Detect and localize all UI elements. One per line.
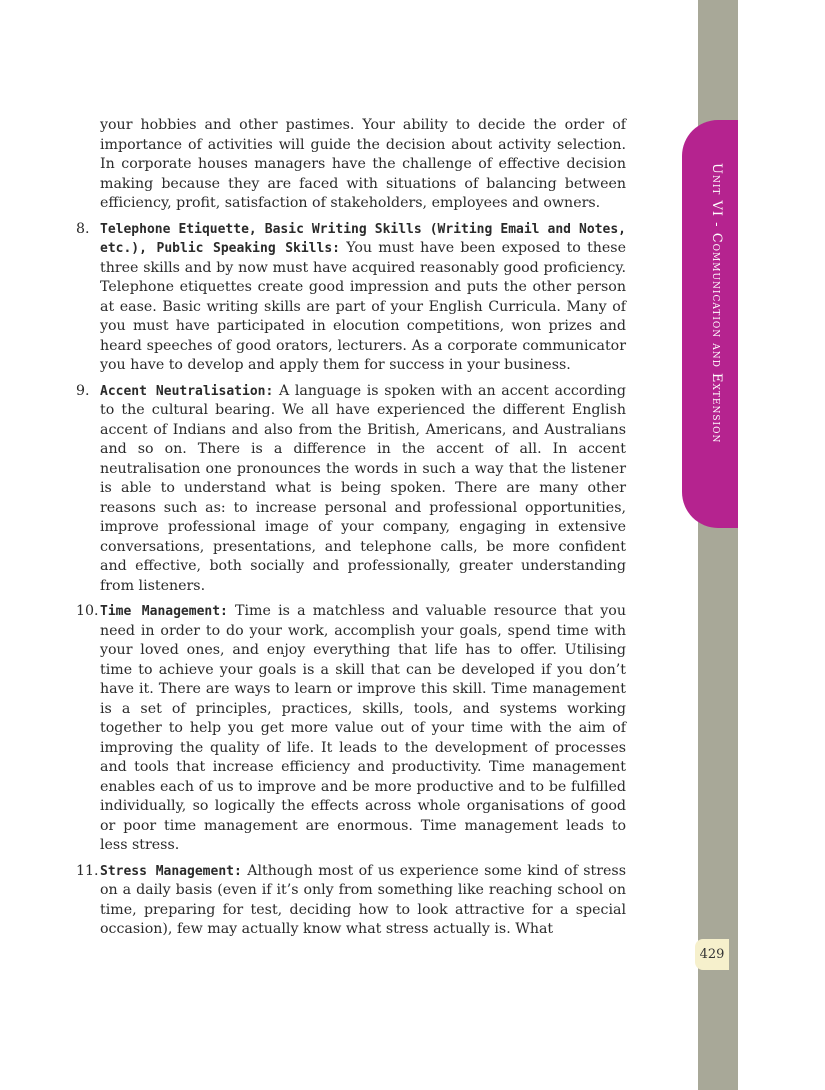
list-item-11 xyxy=(76,862,626,940)
page-number: 429 xyxy=(695,939,729,970)
page-content xyxy=(76,116,626,946)
item-heading: Stress Management: xyxy=(100,863,242,879)
item-text: Although most of us experience some kind of stress on a daily basis (even if it’s only from something like reaching school on time, preparing for test, deciding how to look attractive for a special occasion), few may actually know what stress actually is. What xyxy=(100,862,626,937)
item-number: 11. xyxy=(76,862,99,879)
list-item-9 xyxy=(76,382,626,597)
intro-paragraph: your hobbies and other pastimes. Your ability to decide the order of importance of activities will guide the decision about activity selection. In corporate houses managers have the challenge of effective decision making because they are faced with situations of balancing between efficiency, profit, satisfaction of stakeholders, employees and owners. xyxy=(100,117,626,211)
item-text: You must have been exposed to these three skills and by now must have acquired reasonably good proficiency. Telephone etiquettes create good impression and puts the other person at ease. Basic writing skills are part of your English Curricula. Many of you must have participated in elocution competitions, won prizes and heard speeches of good orators, lecturers. As a corporate communicator you have to develop and apply them for success in your business. xyxy=(100,240,626,373)
item-text: A language is spoken with an accent according to the cultural bearing. We all have experienced the different English accent of Indians and also from the British, Americans, and Australians and so on. There is a difference in the accent of all. In accent neutralisation one pronounces the words in such a way that the listener is able to understand what is being spoken. There are many other reasons such as: to increase personal and professional opportunities, improve professional image of your company, engaging in extensive conversations, presentations, and telephone calls, be more confident and effective, both socially and professionally, greater understanding from listeners. xyxy=(100,382,626,594)
item-number: 9. xyxy=(76,382,90,399)
item-number: 10. xyxy=(76,603,99,619)
list-item-8 xyxy=(76,220,626,376)
item-heading: Accent Neutralisation: xyxy=(100,383,274,399)
list-item-10 xyxy=(76,602,626,856)
item-heading: Time Management: xyxy=(100,604,228,619)
item-number: 8. xyxy=(76,220,90,237)
item-heading: Telephone Etiquette, Basic Writing Skills (Writing Email and Notes, etc.), Public Speaking Skills: xyxy=(100,221,626,256)
item-text: Time is a matchless and valuable resource that you need in order to do your work, accomplish your goals, spend time with your loved ones, and enjoy everything that life has to offer. Utilising time to achieve your goals is a skill that can be developed if you don’t have it. There are ways to learn or improve this skill. Time management is a set of principles, practices, skills, tools, and systems working together to help you get more value out of your time with the aim of improving the quality of life. It leads to the development of processes and tools that increase efficiency and productivity. Time management enables each of us to improve and be more productive and to be fulfilled individually, so logically the effects across whole organisations of good or poor time management are enormous. Time management leads to less stress. xyxy=(100,603,626,853)
unit-tab-label: Unit VI - Communication and Extension xyxy=(709,163,724,444)
